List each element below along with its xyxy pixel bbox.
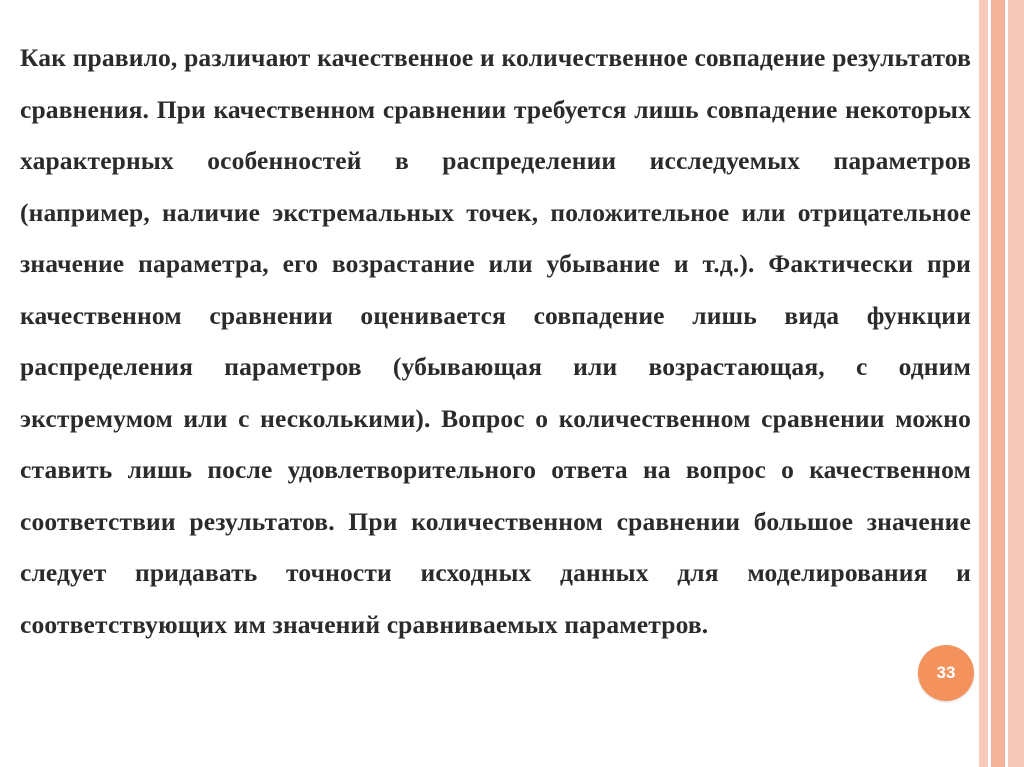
decorative-stripe — [991, 0, 1005, 767]
slide-body-text: Как правило, различают качественное и количественное совпадение результатов сравнения. При качественном сравнении требуется лишь совпадение некоторых характерных особенностей в распределении исследуемых параметров (например, наличие экстремальных точек, положительное или отрицательное значение параметра, его возрастание или убывание и т.д.). Фактически при качественном сравнении оценивается совпадение лишь вида функции распределения параметров (убывающая или возрастающая, с одним экстремумом или с несколькими). Вопрос о количественном сравнении можно ставить лишь после удовлетворительного ответа на вопрос о качественном соответствии результатов. При количественном сравнении большое значение следует придавать точности исходных данных для моделирования и соответствующих им значений сравниваемых параметров. — [20, 43, 971, 639]
decorative-stripe — [1008, 0, 1024, 767]
decorative-stripe — [979, 0, 988, 767]
page-number: 33 — [936, 663, 956, 682]
